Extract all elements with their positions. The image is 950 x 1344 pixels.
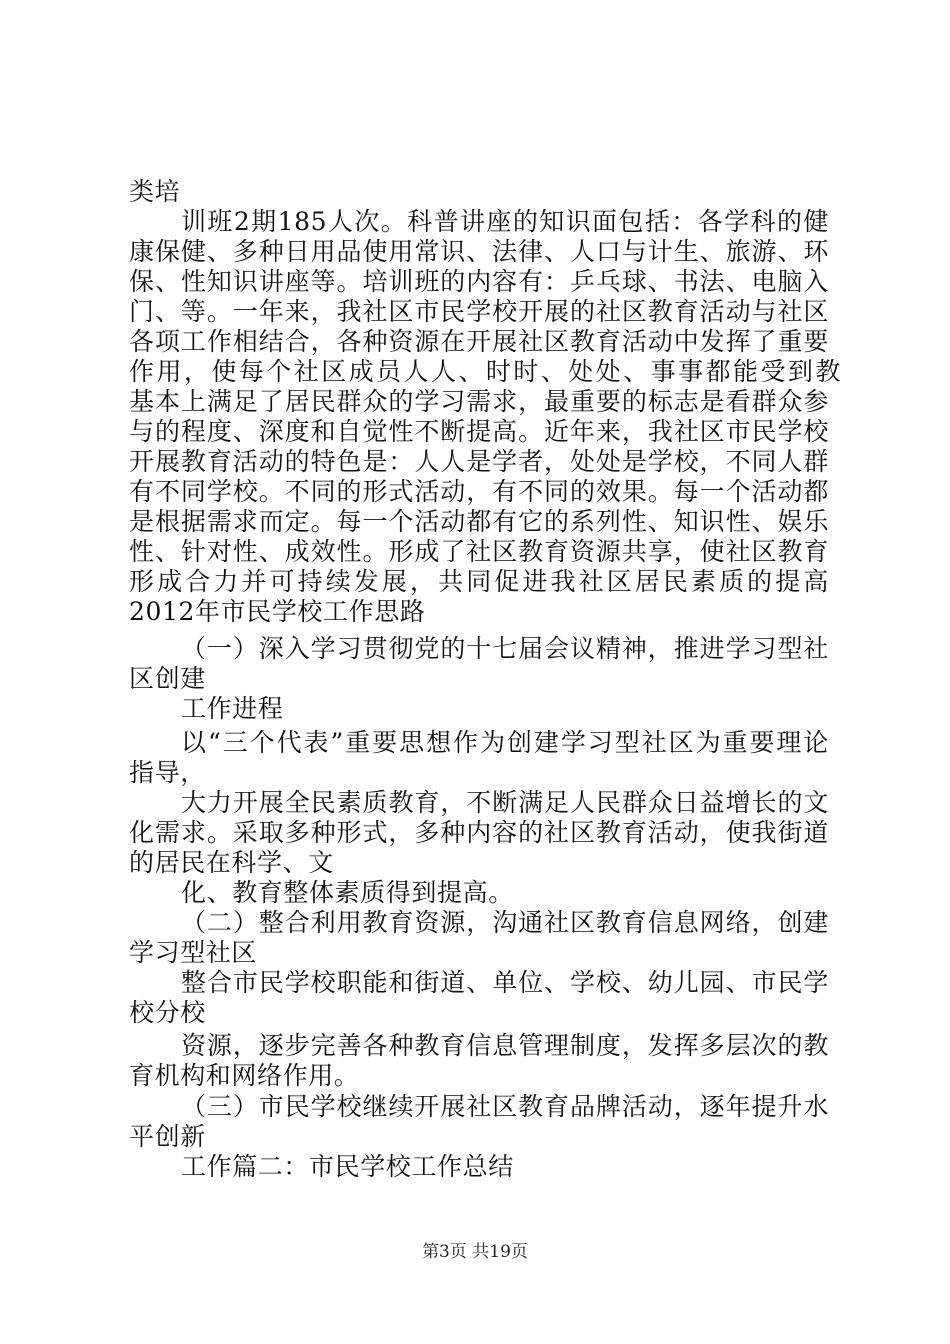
text-line: 区创建 [129, 664, 206, 693]
text-line: 指导， [129, 758, 206, 787]
text-line: 大力开展全民素质教育，不断满足人民群众日益增长的文 [181, 788, 829, 817]
text-line: 校分校 [129, 998, 206, 1027]
text-line: 化、教育整体素质得到提高。 [181, 878, 514, 907]
text-line: 形成合力并可持续发展，共同促进我社区居民素质的提高 [129, 567, 829, 596]
text-line: 工作进程 [181, 694, 284, 723]
text-line: 各项工作相结合，各种资源在开展社区教育活动中发挥了重要 [129, 327, 829, 356]
text-line: 资源，逐步完善各种教育信息管理制度，发挥多层次的教 [181, 1031, 829, 1060]
text-line: 类培 [129, 177, 181, 206]
text-line: 学习型社区 [129, 938, 258, 967]
text-line: 康保健、多种日用品使用常识、法律、人口与计生、旅游、环 [129, 237, 829, 266]
text-line: 化需求。采取多种形式，多种内容的社区教育活动，使我街道 [129, 818, 829, 847]
text-line: 是根据需求而定。每一个活动都有它的系列性、知识性、娱乐 [129, 507, 829, 536]
text-line: 门、等。一年来，我社区市民学校开展的社区教育活动与社区 [129, 297, 829, 326]
text-line: 平创新 [129, 1122, 206, 1151]
text-line: 基本上满足了居民群众的学习需求，最重要的标志是看群众参 [129, 387, 829, 416]
text-line: 有不同学校。不同的形式活动，有不同的效果。每一个活动都 [129, 477, 829, 506]
text-line: 以“三个代表”重要思想作为创建学习型社区为重要理论 [181, 728, 829, 757]
text-line: 育机构和网络作用。 [129, 1061, 360, 1090]
text-line: 保、性知识讲座等。培训班的内容有：乒乓球、书法、电脑入 [129, 267, 829, 296]
text-line: 的居民在科学、文 [129, 848, 334, 877]
text-line: 训班2期185人次。科普讲座的知识面包括：各学科的健 [181, 207, 829, 236]
text-line: 整合市民学校职能和街道、单位、学校、幼儿园、市民学 [181, 968, 829, 997]
text-line: （二）整合利用教育资源，沟通社区教育信息网络，创建 [181, 908, 829, 937]
text-line: 与的程度、深度和自觉性不断提高。近年来，我社区市民学校 [129, 417, 829, 446]
text-line: （三）市民学校继续开展社区教育品牌活动，逐年提升水 [181, 1092, 829, 1121]
text-line: 开展教育活动的特色是：人人是学者，处处是学校，不同人群 [129, 447, 829, 476]
text-line: 作用，使每个社区成员人人、时时、处处、事事都能受到教 [129, 357, 841, 386]
text-line: 性、针对性、成效性。形成了社区教育资源共享，使社区教育 [129, 537, 829, 566]
text-line: 工作篇二：市民学校工作总结 [181, 1152, 514, 1181]
page-number-footer: 第3页 共19页 [422, 1242, 528, 1262]
text-line: （一）深入学习贯彻党的十七届会议精神，推进学习型社 [181, 634, 829, 663]
text-line: 2012年市民学校工作思路 [129, 597, 426, 626]
